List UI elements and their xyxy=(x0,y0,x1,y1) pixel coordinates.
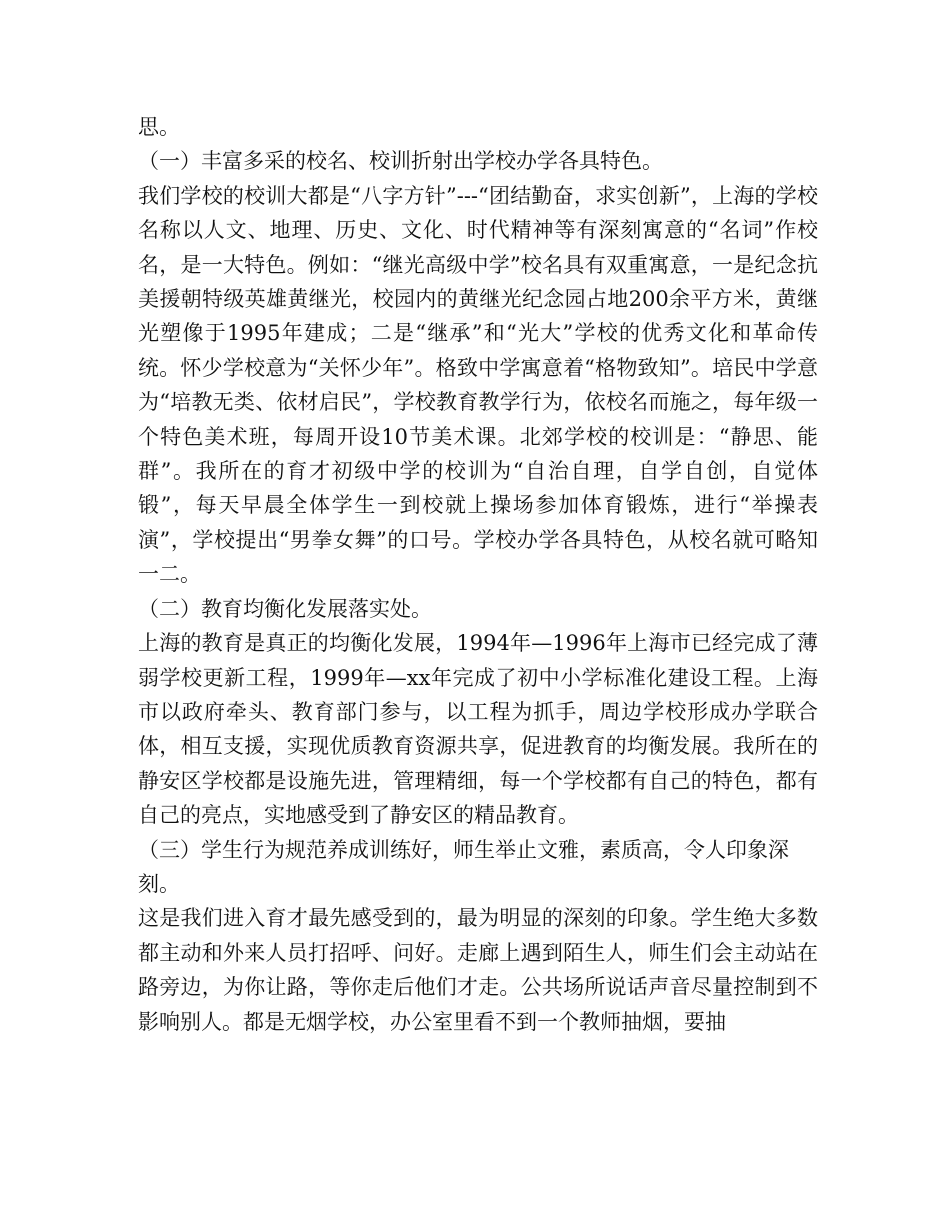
document-page xyxy=(138,110,818,1039)
paragraph-school-names: 我们学校的校训大都是“八字方针”---“团结勤奋，求实创新”，上海的学校名称以人文、地理、历史、文化、时代精神等有深刻寓意的“名词”作校名，是一大特色。例如：“继光高级中学”校名具有双重寓意，一是纪念抗美援朝特级英雄黄继光，校园内的黄继光纪念园占地200余平方米，黄继光塑像于1995年建成；二是“继承”和“光大”学校的优秀文化和革命传统。怀少学校意为“关怀少年”。格致中学寓意着“格物致知”。培民中学意为“培教无类、依材启民”，学校教育教学行为，依校名而施之，每年级一个特色美术班，每周开设10节美术课。北郊学校的校训是：“静思、能群”。我所在的育才初级中学的校训为“自治自理，自学自创，自觉体锻”，每天早晨全体学生一到校就上操场参加体育锻炼，进行“举操表演”，学校提出“男拳女舞”的口号。学校办学各具特色，从校名就可略知一二。 xyxy=(138,183,818,587)
paragraph-balanced-education: 上海的教育是真正的均衡化发展，1994年—1996年上海市已经完成了薄弱学校更新工程，1999年—xx年完成了初中小学标准化建设工程。上海市以政府牵头、教育部门参与，以工程为抓手，周边学校形成办学联合体，相互支援，实现优质教育资源共享，促进教育的均衡发展。我所在的静安区学校都是设施先进，管理精细，每一个学校都有自己的特色，都有自己的亮点，实地感受到了静安区的精品教育。 xyxy=(138,631,818,828)
paragraph-student-behavior: 这是我们进入育才最先感受到的，最为明显的深刻的印象。学生绝大多数都主动和外来人员打招呼、问好。走廊上遇到陌生人，师生们会主动站在路旁边，为你让路，等你走后他们才走。公共场所说话声音尽量控制到不影响别人。都是无烟学校，办公室里看不到一个教师抽烟，要抽 xyxy=(138,906,818,1034)
paragraph-continuation: 思。 xyxy=(138,115,180,139)
section-heading-2: （二）教育均衡化发展落实处。 xyxy=(138,596,432,621)
section-heading-3: （三）学生行为规范养成训练好，师生举止文雅，素质高，令人印象深刻。 xyxy=(138,837,789,896)
section-heading-1: （一）丰富多采的校名、校训折射出学校办学各具特色。 xyxy=(138,149,663,174)
